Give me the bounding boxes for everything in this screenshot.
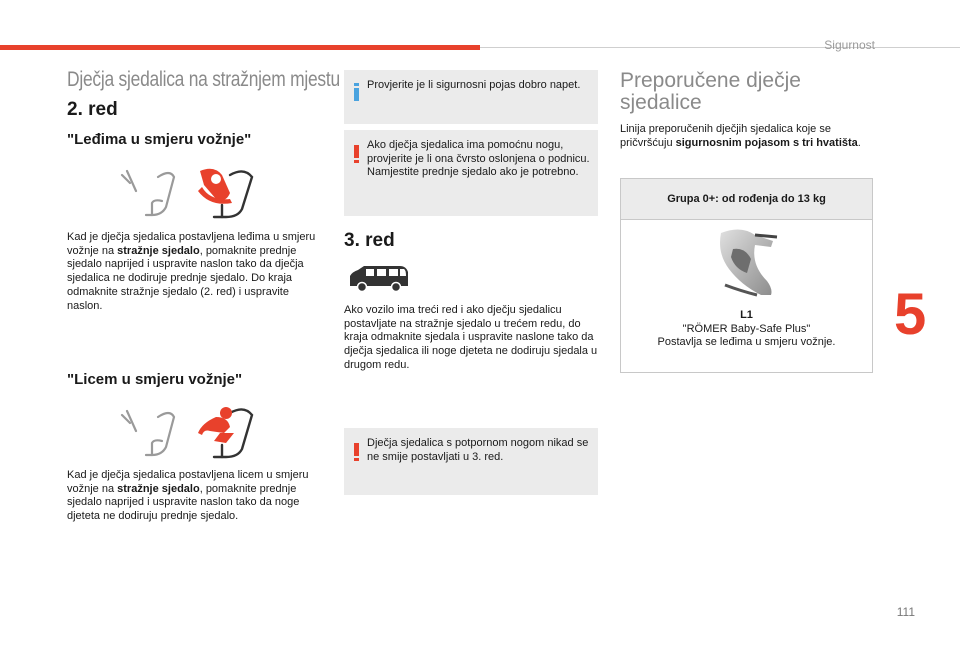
rear-facing-seat-illustration [118,163,260,221]
forward-facing-heading: "Licem u smjeru vožnje" [67,371,243,388]
row3-text: Ako vozilo ima treći red i ako dječju sjedalicu postavljate na stražnje sjedalo u trećem redu, do kraja odmaknite sjedala i uspravite naslone tako da dječja sjedalica ili noge djeteta ne dodiruju sjedala u drugom redu. [344,304,598,371]
row2-heading-text: 2. red [67,99,118,120]
page-title: Dječja sjedalica na stražnjem mjestu [67,68,340,91]
front-seat-icon [122,171,174,215]
rear-facing-text-1: Kad je dječja sjedalica postavljena leđima u smjeru vožnje na [67,231,316,257]
info-note-text: Provjerite je li sigurnosni pojas dobro napet. [367,79,581,91]
group-heading: Grupa 0+: od rođenja do 13 kg [621,179,872,220]
warning-icon [354,145,359,162]
group-table [620,178,873,373]
rear-facing-text [67,231,322,313]
section-label: Sigurnost [824,38,875,52]
seat-info [621,309,872,350]
warning-note-2 [344,428,598,495]
van-icon [348,264,410,292]
rear-facing-heading: "Leđima u smjeru vožnje" [67,131,252,148]
seat-name: "RÖMER Baby-Safe Plus" [682,322,811,335]
forward-facing-text-1: Kad je dječja sjedalica postavljena licem u smjeru vožnje na [67,469,309,495]
header-accent-bar [0,45,480,50]
warning-icon-2 [354,443,359,460]
info-icon [354,83,359,100]
recommended-seats-title-line2: sjedalice [620,91,702,114]
front-seat-icon-2 [122,411,174,455]
forward-facing-seat-illustration [118,403,260,461]
recommended-seats-title [620,70,801,114]
rear-facing-text-bold: stražnje sjedalo [117,244,200,257]
row3-heading [344,230,395,252]
page-number: 111 [896,605,915,619]
forward-facing-text-2: , pomaknite prednje sjedalo naprijed i uspravite naslon tako da noge djeteta ne dodiruju prednje sjedalo. [67,482,300,523]
child-seat-rear-facing-icon [198,169,232,204]
forward-facing-text [67,469,322,524]
rear-facing-text-2: , pomaknite prednje sjedalo naprijed i uspravite naslon tako da dječja sjedalica ne dodiruje prednje sjedalo. Do kraja odmaknite stražnje sjedalo (2. red) i uspravite naslon. [67,244,304,312]
seat-class: L1 [740,309,753,321]
row3-heading-text: 3. red [344,230,395,251]
warning-note-text: Ako dječja sjedalica ima pomoćnu nogu, provjerite je li ona čvrsto oslonjena o podnicu. Namjestite prednje sjedalo ako je potrebno. [367,139,590,179]
header-divider [480,47,960,48]
chapter-number: 5 [894,282,927,347]
intro-text-2: . [857,136,861,149]
intro-text-bold: sigurnosnim pojasom s tri hvatišta [675,136,858,149]
child-seat-forward-facing-icon [198,407,234,443]
seat-note: Postavlja se leđima u smjeru vožnje. [657,336,836,348]
info-note [344,70,598,124]
recommended-seats-title-line1: Preporučene dječje [620,69,801,92]
intro-text-1: Linija preporučenih dječjih sjedalica koje se pričvršćuju [620,123,831,149]
warning-note [344,130,598,216]
row2-heading [67,99,118,121]
recommended-seats-intro [620,123,870,150]
forward-facing-text-bold: stražnje sjedalo [117,482,200,495]
warning-note-2-text: Dječja sjedalica s potpornom nogom nikad se ne smije postavljati u 3. red. [367,437,589,463]
baby-seat-photo [711,225,783,297]
